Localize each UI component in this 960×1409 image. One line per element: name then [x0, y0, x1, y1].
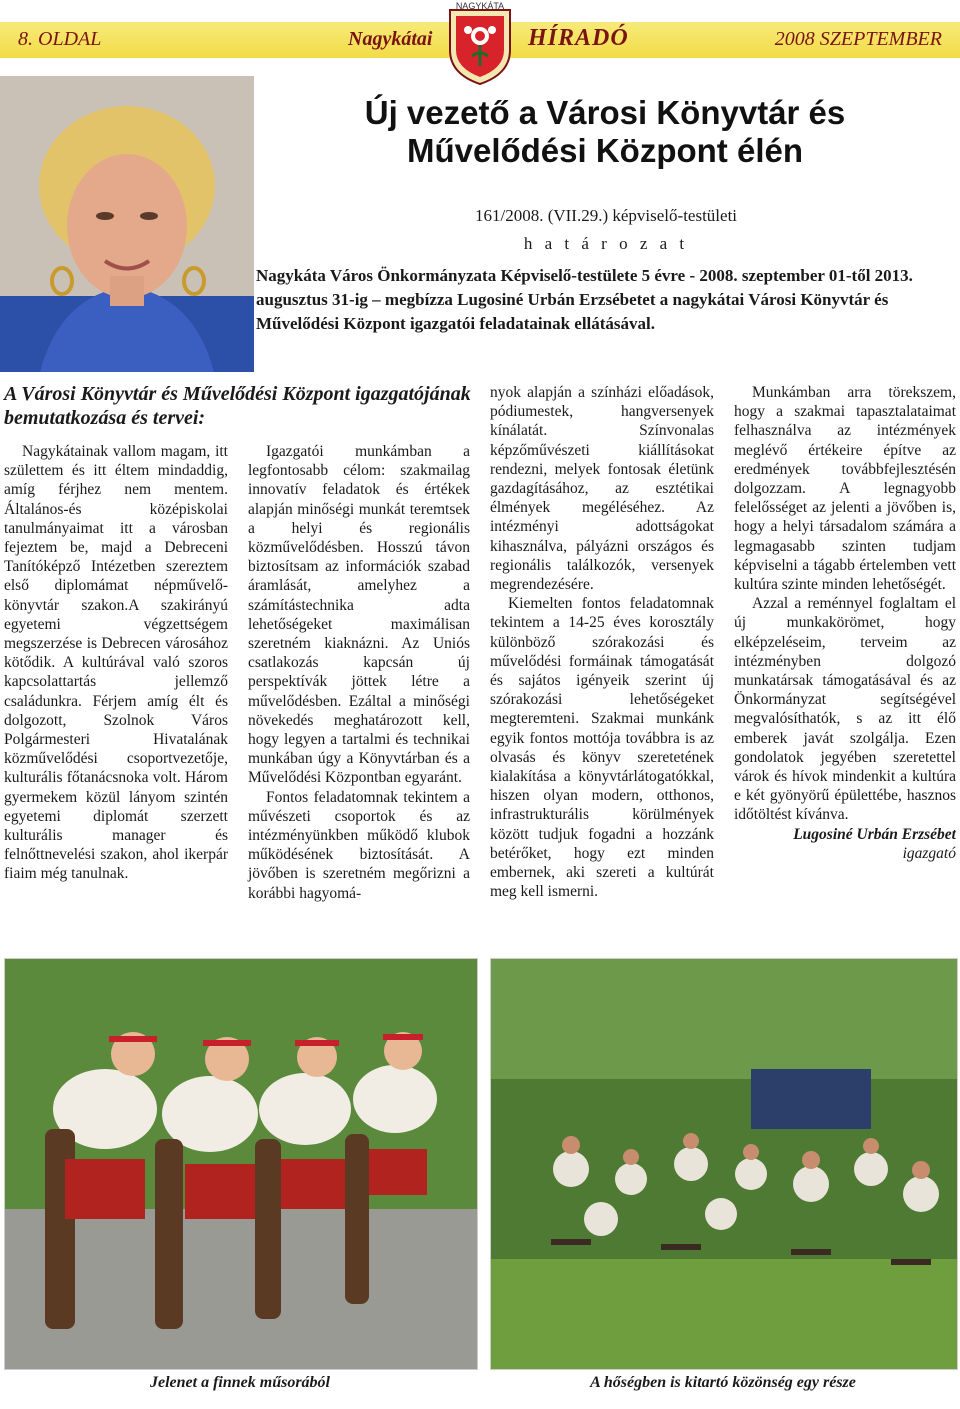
- paragraph: nyok alapján a színházi előadások, pódiumestek, hangversenyek kínálatát. Színvonalas képzőművészeti kiállításokat rendezni, melyek fontosak életünk gazdagításához, az esztétikai élmények megéléséhez. Az intézményi adottságokat kihasználva, pályázni országos és regionális találkozók, versenyek megrendezésére.: [490, 384, 714, 594]
- paper-name-right: HÍRADÓ: [528, 25, 629, 51]
- paragraph: Fontos feladatomnak tekintem a művészeti csoportok és az intézményünkben működő klubok működésének biztosítását. A jövőben is szeretném megőrizni a korábbi hagyomá-: [248, 788, 470, 902]
- photo-caption-2: A hőségben is kitartó közönség egy része: [590, 1374, 856, 1391]
- paragraph: Azzal a reménnyel foglaltam el új munkakörömet, hogy elképzeléseim, terveim az intézményben dolgozó munkatársak támogatásával és az Önkormányzat segítségével megvalósíthatók, s az itt élő emberek javát szolgálja. Ezen gondolatok jegyében szeretettel várok és hívok mindenkit a kultúra e két gyönyörű épülettébe, hasznos időtöltést kívánva.: [734, 595, 956, 824]
- photo-caption-1: Jelenet a finnek műsorából: [149, 1374, 330, 1391]
- decree-block: [256, 204, 956, 336]
- decree-number: 161/2008. (VII.29.) képviselő-testületi: [474, 206, 738, 225]
- paper-name-left: Nagykátai: [348, 28, 433, 50]
- paragraph: Nagykátainak vallom magam, itt születtem és itt éltem mindaddig, amíg férjhez nem mentem. Általános-és középiskolai tanulmányaimat itt a városban fejeztem be, majd a Debreceni Tanítóképző Intézetben szereztem első diplomámat népművelő-könyvtár szakon.A szakirányú egyetemi végzettségem megszerzése is Debrecen városához kötődik. A kultúrával való szoros kapcsolattartás jellemző családunkra. Férjem amíg élt és dolgozott, Szolnok Város Polgármesteri Hivatalának közművelődési csoportvezetője, kulturális főtanácsnoka volt. Három gyermekem közül lányom szintén egyetemi diplomát szerzett kulturális manager és felnőttnevelési szakon, ahol ikerpár fiaim még tanulnak.: [4, 443, 228, 883]
- page-header: [0, 1, 960, 68]
- town-crest-icon: [446, 0, 514, 86]
- article-subtitle: A Városi Könyvtár és Művelődési Központ igazgatójának bemutatkozása és tervei:: [4, 383, 471, 429]
- text-column-4: [734, 383, 956, 863]
- decree-body: Nagykáta Város Önkormányzata Képviselő-testülete 5 évre - 2008. szeptember 01-től 2013. augusztus 31-ig – megbízza Lugosiné Urbán Erzsébetet a nagykátai Városi Könyvtár és Művelődési Központ igazgatói feladatainak ellátásával.: [256, 266, 913, 333]
- crest-label: NAGYKÁTA: [455, 1, 505, 11]
- text-column-1: [4, 442, 228, 884]
- paragraph: Munkámban arra törekszem, hogy a szakmai tapasztalataimat felhasználva az intézmények meglévő értékeire építve az eredmények továbbfejlesztésén dolgozzam. A legnagyobb felelősséget az jelenti a jövőben is, hogy a helyi társadalom számára a legmagasabb szinten tudjam képviselni a tágabb értelemben vett kultúra szinte minden lehetőségét.: [734, 384, 956, 594]
- signature-title: igazgató: [902, 844, 956, 862]
- dance-performance-photo: [4, 958, 478, 1370]
- headline-line-2: Művelődési Központ élén: [406, 132, 804, 169]
- headline-line-1: Új vezető a Városi Könyvtár és: [364, 94, 846, 131]
- signature: [734, 825, 956, 863]
- text-column-2: [248, 442, 470, 903]
- decree-word: h a t á r o z a t: [523, 234, 689, 253]
- paragraph: Igazgatói munkámban a legfontosabb célom: szakmailag innovatív feladatok és értékek alapján minőségi munkát teremtsek a helyi és regionális közművelődésben. Hosszú távon biztosítsam az információk szabad áramlását, amelyhez a számítástechnika adta lehetőségeket maximálisan szeretném kiaknázni. Az Uniós csatlakozás kapcsán új perspektívák jöttek létre a művelődésben. Ezáltal a minőségi növekedés meghatározott kell, hogy legyen a tartalmi és technikai munkában úgy a Könyvtárban és a Művelődési Központban egyaránt.: [248, 443, 470, 787]
- page-number: 8. OLDAL: [18, 28, 102, 50]
- issue-date: 2008 SZEPTEMBER: [774, 28, 942, 50]
- article-headline: [290, 94, 920, 170]
- portrait-photo: [0, 76, 254, 372]
- signature-name: Lugosiné Urbán Erzsébet: [793, 825, 956, 843]
- text-column-3: [490, 383, 714, 901]
- paragraph: Kiemelten fontos feladatomnak tekintem a 14-25 éves korosztály különböző szórakozási és művelődési formáinak támogatását és sajátos igényeik szerint új szórakozási lehetőségeket megteremteni. Szakmai munkánk egyik fontos mottója továbbra is az olvasás és könyv szeretetének kialakítása a könyvtárlátogatókkal, hiszen olyan modern, otthonos, infrastrukturális körülmények között tudjuk fogadni a hozzánk betérőket, hogy ezt minden embernek, aki szereti a kultúrát meg kell ismerni.: [490, 595, 714, 901]
- audience-photo: [490, 958, 958, 1370]
